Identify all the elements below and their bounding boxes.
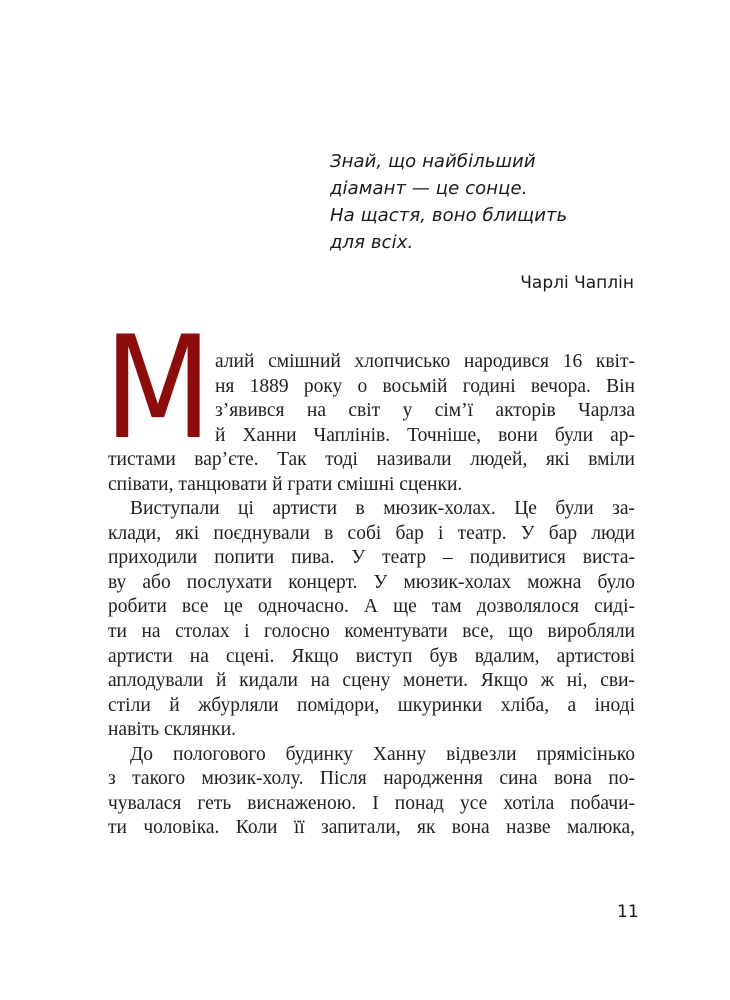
- text-line: тистами вар’єте. Так тоді називали людей, які вміли: [108, 449, 635, 471]
- epigraph-author: Чарлі Чаплін: [520, 273, 634, 293]
- text-line: Виступали ці артисти в мюзик-холах. Це були за-: [130, 498, 635, 520]
- text-line: клади, які поєднували в собі бар і театр. У бар люди: [108, 522, 635, 544]
- text-line: з такого мюзик-холу. Після народження сина вона по-: [108, 768, 635, 790]
- text-line: чувалася геть виснаженою. І понад усе хотіла побачи-: [108, 792, 635, 814]
- text-line: й Ханни Чаплінів. Точніше, вони були ар-: [215, 424, 635, 446]
- text-line: ву або послухати концерт. У мюзик-холах можна було: [108, 571, 635, 593]
- text-line: аплодували й кидали на сцену монети. Якщо ж ні, сви-: [108, 670, 635, 692]
- text-line: робити все це одночасно. А ще там дозволялося сиді-: [108, 596, 635, 618]
- text-line: навіть склянки.: [108, 719, 237, 741]
- page-number: 11: [617, 902, 639, 922]
- epigraph-line: На щастя, воно блищить: [330, 205, 568, 226]
- epigraph-line: Знай, що найбільший: [330, 151, 536, 172]
- text-line: ти на столах і голосно коментувати все, що виробляли: [108, 621, 635, 643]
- epigraph-line: для всіх.: [330, 232, 414, 253]
- text-line: артисти на сцені. Якщо виступ був вдалим, артистові: [108, 645, 635, 667]
- text-line: стіли й жбурляли помідори, шкуринки хліба, а іноді: [108, 694, 635, 716]
- text-line: з’явився на світ у сім’ї акторів Чарлза: [215, 400, 635, 422]
- text-line: ня 1889 року о восьмій годині вечора. Він: [215, 375, 635, 397]
- text-line: співати, танцювати й грати смішні сценки.: [108, 473, 463, 495]
- text-line: До пологового будинку Ханну відвезли прямісінько: [130, 743, 635, 765]
- text-line: приходили попити пива. У театр – подивитися виста-: [108, 547, 635, 569]
- epigraph: [330, 148, 650, 256]
- body-text: [108, 350, 635, 841]
- drop-cap: М: [104, 306, 209, 471]
- epigraph-line: діамант — це сонце.: [330, 178, 528, 199]
- text-line: алий смішний хлопчисько народився 16 квіт-: [215, 351, 635, 372]
- text-line: ти чоловіка. Коли її запитали, як вона назве малюка,: [108, 817, 635, 839]
